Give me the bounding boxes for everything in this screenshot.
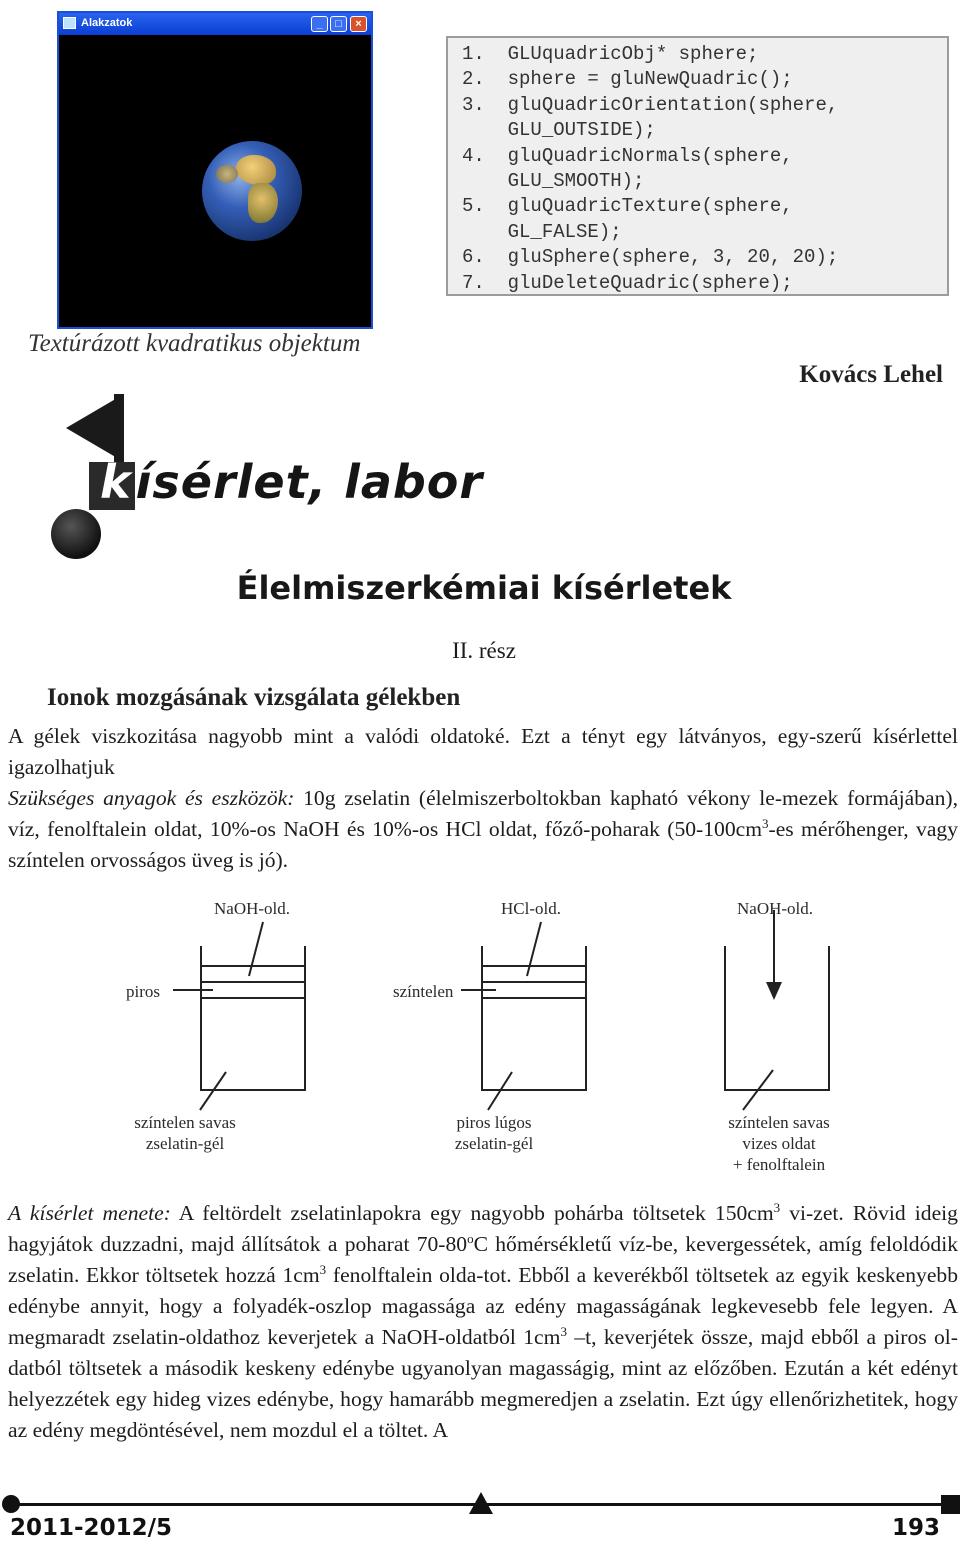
section-title-rest: ísérlet, labor [135, 455, 484, 509]
beaker-1 [201, 946, 305, 1090]
materials-text-end: -es mérőhenger, vagy színtelen orvosságos üveg is jó). [8, 817, 959, 872]
intro-text: A gélek viszkozitása nagyobb mint a valódi oldatoké. Ezt a tényt egy látványos, egy-szerű kísérlettel igazolhatjuk [8, 724, 958, 779]
section-title [100, 455, 483, 509]
triangle-bar-decoration [114, 394, 124, 462]
paragraph-materials [8, 721, 958, 876]
code-line: GLU_OUTSIDE); [462, 119, 656, 142]
figure-caption: Textúrázott kvadratikus objektum [28, 330, 361, 357]
issue-number: 2011-2012/5 [10, 1515, 172, 1541]
paragraph-procedure [8, 1198, 958, 1446]
materials-label: Szükséges anyagok és eszközök: [8, 786, 295, 810]
article-title: Élelmiszerkémiai kísérletek [236, 569, 732, 607]
circle-decoration-icon [51, 509, 101, 559]
procedure-text: C hőmérsékletű víz-be, kevergessétek, amíg feloldódik zselatin. Ekkor töltsetek hozzá 1cm [8, 1232, 958, 1287]
close-button[interactable]: × [350, 16, 367, 32]
maximize-button[interactable]: □ [330, 16, 347, 32]
textured-sphere-globe [202, 141, 302, 241]
triangle-footer-icon [469, 1492, 493, 1514]
superscript: 3 [560, 1323, 567, 1339]
procedure-text: A feltördelt zselatinlapokra egy nagyobb pohárba töltsetek 150cm [170, 1201, 774, 1225]
label-hcl: HCl-old. [501, 899, 561, 918]
label-line: színtelen savas [728, 1113, 830, 1132]
superscript: 3 [762, 815, 769, 831]
square-footer-icon [941, 1495, 960, 1514]
label-naoh-1: NaOH-old. [214, 899, 291, 918]
label-line: zselatin-gél [454, 1134, 534, 1153]
label-line: zselatin-gél [145, 1134, 225, 1153]
window-title: Alakzatok [81, 17, 133, 29]
section-initial: k [100, 455, 132, 509]
article-subheading: Ionok mozgásának vizsgálata gélekben [47, 684, 461, 711]
code-line: 4. gluQuadricNormals(sphere, [462, 144, 793, 167]
author-name: Kovács Lehel [799, 361, 943, 388]
label-line: vizes oldat [742, 1134, 816, 1153]
pointer-line [527, 922, 541, 976]
code-line: 3. gluQuadricOrientation(sphere, [462, 93, 839, 116]
globe-landmass [216, 165, 238, 183]
superscript: o [467, 1230, 474, 1246]
procedure-text: vi-zet. Rövid ideig hagyjátok duzzadni, majd állítsátok a poharat 70-80 [8, 1201, 958, 1256]
code-listing [446, 36, 949, 296]
label-beaker-1-contents [120, 1112, 250, 1154]
label-beaker-2-contents [429, 1112, 559, 1154]
label-beaker-3-contents [714, 1112, 844, 1175]
label-line: + fenolftalein [732, 1155, 826, 1174]
article-part: II. rész [452, 638, 516, 663]
label-szintelen: színtelen [393, 982, 454, 1001]
superscript: 3 [773, 1199, 781, 1215]
beaker-2 [482, 946, 586, 1090]
beaker-3 [725, 946, 829, 1090]
pointer-line [249, 922, 263, 976]
code-line: 1. GLUquadricObj* sphere; [462, 43, 759, 65]
procedure-text: fenolftalein olda-tot. Ebből a keverékből töltsetek az egyik keskenyebb edénybe annyit, hogy a folyadék-oszlop magassága az edény magasságának legkevesebb fele legyen. A megmaradt zselatin-oldathoz keverjetek a NaOH-oldatból 1cm [8, 1263, 959, 1349]
code-line: 2. sphere = gluNewQuadric(); [462, 68, 793, 91]
procedure-text: –t, keverjétek össze, majd ebből a piros ol-datból töltsetek a második keskeny edénybe ugyanolyan magasságig, mint az előzőben. Ezután a két edényt helyezzétek egy hideg vizes edénybe, hogy hamarább megmeredjen a zselatin. Ezt úgy ellenőrizhetitek, hogy az edény megdöntésével, nem mozdul el a töltet. A [8, 1325, 958, 1442]
globe-landmass [248, 183, 278, 223]
globe-landmass [236, 155, 276, 185]
experiment-diagram [0, 890, 960, 1190]
procedure-label: A kísérlet menete: [8, 1201, 171, 1225]
code-line: GL_FALSE); [462, 220, 622, 243]
minimize-button[interactable]: _ [311, 16, 328, 32]
label-line: piros lúgos [456, 1113, 532, 1132]
materials-text: 10g zselatin (élelmiszerboltokban kapható vékony le-mezek formájában), víz, fenolftalein oldat, 10%-os NaOH és 10%-os HCl oldat, főző-poharak (50-100cm [8, 786, 958, 841]
label-naoh-2: NaOH-old. [737, 899, 814, 918]
label-line: színtelen savas [134, 1113, 236, 1132]
application-window-screenshot [57, 11, 373, 329]
superscript: 3 [319, 1261, 327, 1277]
code-line: 5. gluQuadricTexture(sphere, [462, 195, 793, 218]
window-app-icon [63, 17, 76, 29]
code-line: 6. gluSphere(sphere, 3, 20, 20); [462, 246, 839, 269]
down-arrow-icon [766, 982, 782, 1000]
page-number: 193 [891, 1515, 940, 1541]
code-line: GLU_SMOOTH); [462, 170, 645, 193]
label-piros: piros [126, 982, 160, 1001]
code-line: 7. gluDeleteQuadric(sphere); [462, 271, 793, 294]
circle-footer-icon [2, 1495, 20, 1513]
